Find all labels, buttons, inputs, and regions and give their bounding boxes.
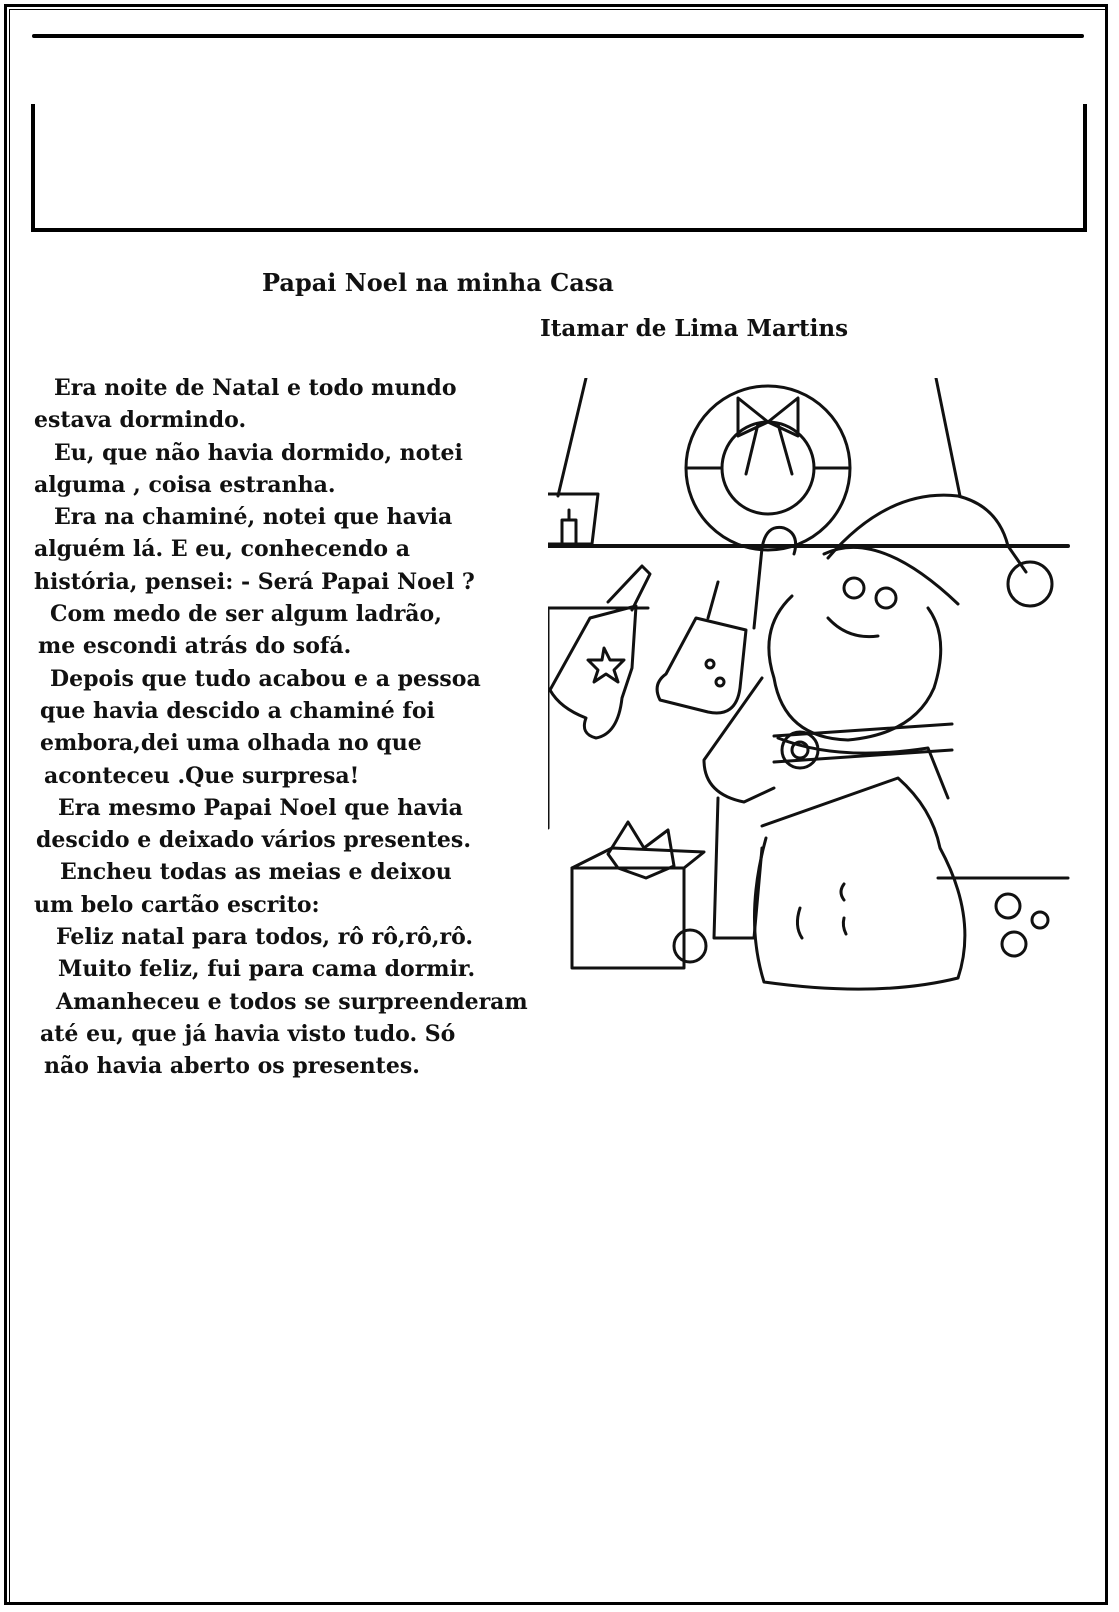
story-line: alguém lá. E eu, conhecendo a: [34, 536, 411, 563]
story-line: Era na chaminé, notei que havia: [54, 504, 453, 531]
top-rule: [32, 34, 1084, 38]
story-line: Amanheceu e todos se surpreenderam: [56, 988, 528, 1015]
story-line: aconteceu .Que surpresa!: [44, 762, 360, 789]
story-line: Encheu todas as meias e deixou: [60, 859, 452, 886]
story-line: alguma , coisa estranha.: [34, 471, 336, 498]
story-line: embora,dei uma olhada no que: [40, 730, 422, 757]
story-line: Feliz natal para todos, rô rô,rô,rô.: [56, 924, 474, 951]
story-line: história, pensei: - Será Papai Noel ?: [34, 568, 475, 595]
story-line: Eu, que não havia dormido, notei: [54, 439, 463, 466]
story-line: estava dormindo.: [34, 407, 247, 434]
story-line: que havia descido a chaminé foi: [40, 697, 435, 724]
story-line: Muito feliz, fui para cama dormir.: [58, 956, 476, 983]
story-line: um belo cartão escrito:: [34, 891, 320, 918]
story-author: Itamar de Lima Martins: [540, 315, 849, 342]
santa-illustration: [548, 378, 1078, 1018]
story-title: Papai Noel na minha Casa: [262, 268, 614, 297]
story-line: Com medo de ser algum ladrão,: [50, 601, 442, 628]
story-text: [34, 372, 574, 1083]
story-line: Era mesmo Papai Noel que havia: [58, 794, 463, 821]
story-line: até eu, que já havia visto tudo. Só: [40, 1020, 456, 1047]
story-line: não havia aberto os presentes.: [44, 1053, 420, 1080]
story-line: me escondi atrás do sofá.: [38, 633, 352, 660]
story-line: Era noite de Natal e todo mundo: [54, 375, 457, 401]
header-box: [31, 104, 1087, 232]
story-line: descido e deixado vários presentes.: [36, 827, 471, 854]
story-line: Depois que tudo acabou e a pessoa: [50, 665, 481, 692]
